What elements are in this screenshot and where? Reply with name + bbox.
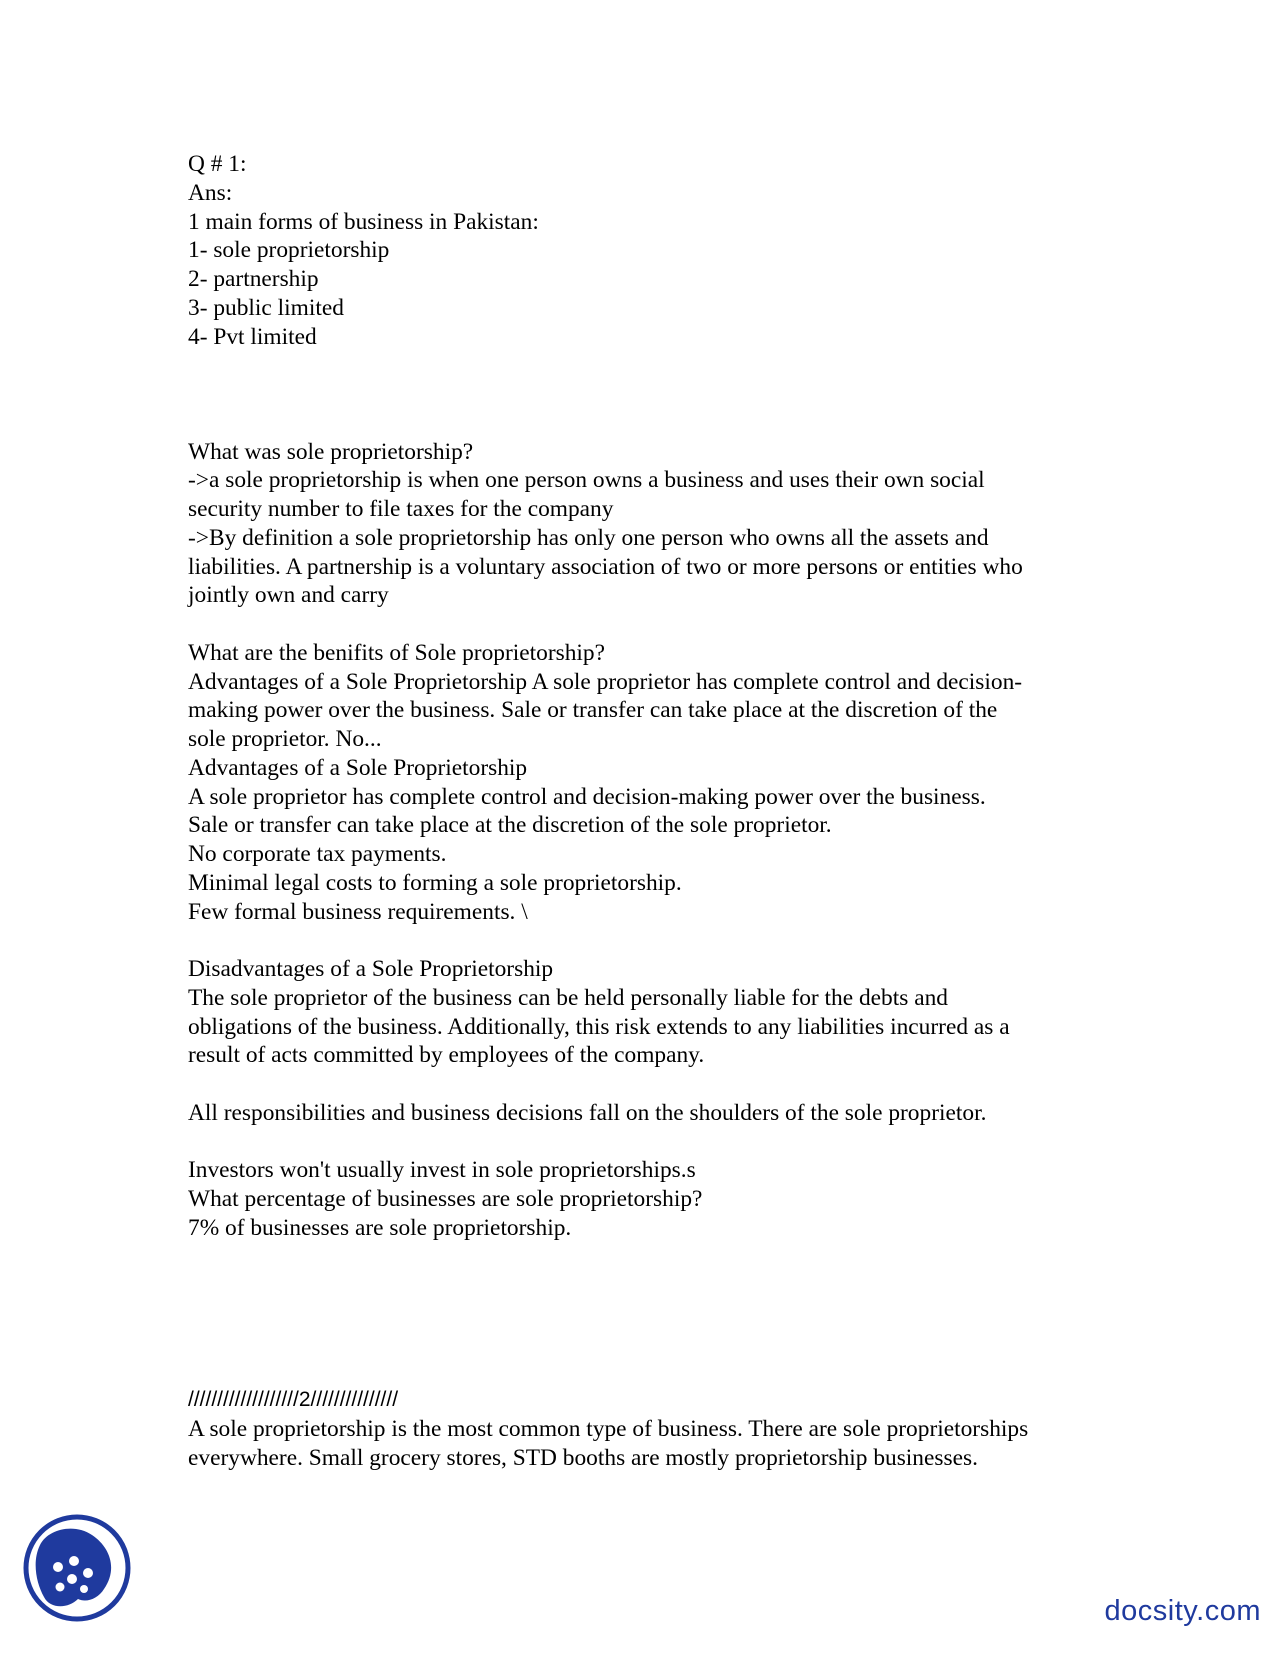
advantage-item: Minimal legal costs to forming a sole proprietorship. xyxy=(188,869,682,896)
advantage-item: A sole proprietor has complete control and decision-making power over the business. xyxy=(188,783,986,810)
definition-line: liabilities. A partnership is a voluntary association of two or more persons or entities who xyxy=(188,553,1023,580)
section2-line: everywhere. Small grocery stores, STD booths are mostly proprietorship businesses. xyxy=(188,1444,978,1471)
benefits-summary-line: sole proprietor. No... xyxy=(188,726,382,752)
advantage-item: Sale or transfer can take place at the discretion of the sole proprietor. xyxy=(188,812,832,839)
percentage-question: What percentage of businesses are sole proprietorship? xyxy=(188,1186,703,1212)
section2-line: A sole proprietorship is the most common type of business. There are sole proprietorships xyxy=(188,1416,1029,1442)
question-label: Q # 1: xyxy=(188,151,247,177)
list-item: 3- public limited xyxy=(188,294,344,321)
benefits-question: What are the benifits of Sole proprietorship? xyxy=(188,639,605,666)
disadvantages-line: obligations of the business. Additionally, this risk extends to any liabilities incurred as a xyxy=(188,1013,1010,1040)
disadvantages-line: The sole proprietor of the business can be held personally liable for the debts and xyxy=(188,984,948,1011)
advantage-item: Few formal business requirements. \ xyxy=(188,898,528,925)
benefits-summary-line: Advantages of a Sole Proprietorship A sole proprietor has complete control and decision- xyxy=(188,668,1023,695)
definition-question: What was sole proprietorship? xyxy=(188,438,474,465)
definition-line: jointly own and carry xyxy=(188,582,389,609)
investors-statement: Investors won't usually invest in sole proprietorships.s xyxy=(188,1157,696,1184)
answer-label: Ans: xyxy=(188,179,233,206)
disadvantages-line: result of acts committed by employees of the company. xyxy=(188,1042,705,1069)
definition-line: ->a sole proprietorship is when one person owns a business and uses their own social xyxy=(188,467,985,494)
list-item: 4- Pvt limited xyxy=(188,323,317,350)
percentage-answer: 7% of businesses are sole proprietorship. xyxy=(188,1214,572,1241)
definition-line: ->By definition a sole proprietorship has only one person who owns all the assets and xyxy=(188,524,989,551)
section-divider: ///////////////////2/////////////// xyxy=(188,1388,399,1412)
docsity-logo-icon[interactable] xyxy=(22,1513,132,1623)
disadvantages-heading: Disadvantages of a Sole Proprietorship xyxy=(188,956,554,982)
list-item: 1- sole proprietorship xyxy=(188,237,390,264)
advantage-item: No corporate tax payments. xyxy=(188,841,447,867)
document-body xyxy=(188,150,1108,1473)
definition-line: security number to file taxes for the company xyxy=(188,496,614,522)
forms-intro: 1 main forms of business in Pakistan: xyxy=(188,208,539,235)
benefits-summary-line: making power over the business. Sale or transfer can take place at the discretion of the xyxy=(188,697,998,724)
responsibility-statement: All responsibilities and business decisions fall on the shoulders of the sole proprietor. xyxy=(188,1099,987,1126)
advantages-heading: Advantages of a Sole Proprietorship xyxy=(188,754,528,781)
docsity-brand-link[interactable]: docsity.com xyxy=(1104,1595,1261,1627)
list-item: 2- partnership xyxy=(188,266,319,292)
